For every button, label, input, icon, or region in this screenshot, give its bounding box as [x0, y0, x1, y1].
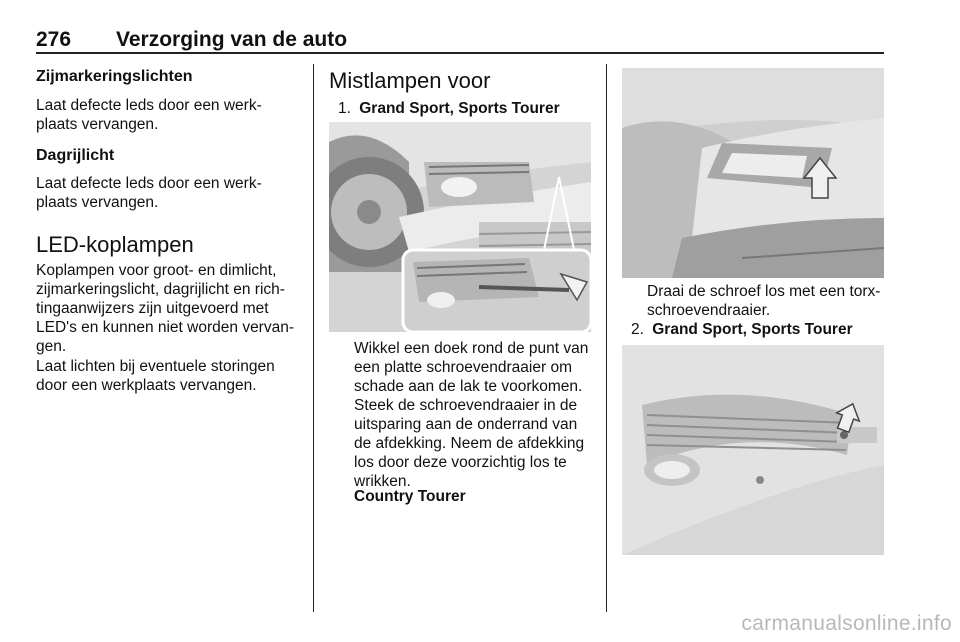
text-line: schade aan de lak te voorkomen.: [354, 378, 583, 395]
heading-zijmarkeringslichten: Zijmarkeringslichten: [36, 68, 193, 85]
text-line: gen.: [36, 338, 67, 355]
paragraph-dagrijlicht: [36, 174, 262, 212]
text-line: Laat defecte leds door een werk-: [36, 175, 262, 192]
paragraph-led-koplampen-2: [36, 357, 275, 395]
text-line: los door deze voorzichtig los te: [354, 454, 567, 471]
text-line: Steek de schroevendraaier in de: [354, 397, 578, 414]
heading-mistlampen-voor: Mistlampen voor: [329, 68, 491, 93]
step-number: 1.: [338, 100, 351, 117]
watermark: carmanualsonline.info: [741, 612, 952, 635]
text-line: schroevendraaier.: [647, 302, 771, 319]
step-2: [631, 321, 853, 339]
text-line: Laat lichten bij eventuele storingen: [36, 358, 275, 375]
text-line: Wikkel een doek rond de punt van: [354, 340, 589, 357]
text-line: Koplampen voor groot- en dimlicht,: [36, 262, 277, 279]
column-divider-1: [313, 64, 314, 612]
instruction-paragraph: [354, 339, 588, 491]
text-line: Laat defecte leds door een werk-: [36, 97, 262, 114]
text-line: door een werkplaats vervangen.: [36, 377, 257, 394]
text-line: zijmarkeringslicht, dagrijlicht en rich-: [36, 281, 285, 298]
step-number: 2.: [631, 321, 644, 338]
paragraph-led-koplampen-1: [36, 261, 294, 356]
text-line: tingaanwijzers zijn uitgevoerd met: [36, 300, 269, 317]
step-label: Grand Sport, Sports Tourer: [359, 100, 560, 117]
text-line: uitsparing aan de onderrand van: [354, 416, 578, 433]
column-divider-2: [606, 64, 607, 612]
step-label: Grand Sport, Sports Tourer: [652, 321, 853, 338]
illustration-grand-sport-screw: [622, 345, 884, 555]
heading-led-koplampen: LED-koplampen: [36, 232, 194, 257]
label-country-tourer: Country Tourer: [354, 488, 466, 505]
text-line: LED's en kunnen niet worden vervan-: [36, 319, 294, 336]
text-line: Draai de schroef los met een torx-: [647, 283, 881, 300]
text-line: wrikken.: [354, 473, 411, 490]
caption-torx: [647, 282, 880, 320]
text-line: plaats vervangen.: [36, 116, 159, 133]
paragraph-zijmarkeringslichten: [36, 96, 262, 134]
page-number: 276: [36, 28, 72, 51]
heading-dagrijlicht: Dagrijlicht: [36, 147, 115, 164]
illustration-country-tourer-fog-lamp: [622, 68, 884, 278]
text-line: de afdekking. Neem de afdekking: [354, 435, 585, 452]
step-1: [338, 100, 560, 118]
header-rule: [36, 52, 884, 54]
text-line: een platte schroevendraaier om: [354, 359, 572, 376]
page-title: Verzorging van de auto: [116, 28, 348, 51]
text-line: plaats vervangen.: [36, 194, 159, 211]
illustration-grand-sport-fog-lamp: [329, 122, 591, 332]
